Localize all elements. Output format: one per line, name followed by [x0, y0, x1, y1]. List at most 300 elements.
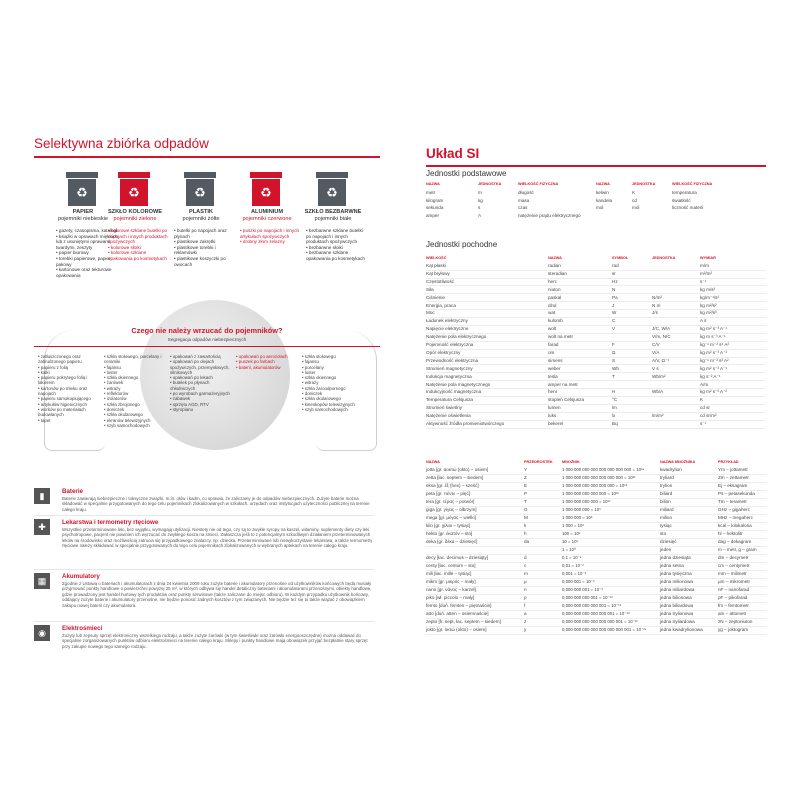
prefix-cell: fm – femtometr	[718, 603, 749, 608]
prefix-cell: trylion	[660, 483, 673, 488]
basic-unit-cell: metr	[426, 190, 436, 195]
info-title: Lekarstwa i termometry rtęciowe	[62, 519, 159, 526]
derived-cell: Temperatura Celsjusza	[426, 397, 473, 403]
derived-cell: kg⁻¹ m⁻² s³ A²	[700, 357, 729, 363]
prefix-cell: y	[524, 627, 527, 632]
derived-cell: bekerel	[548, 421, 564, 426]
not-allowed-item: • doniczek	[302, 391, 364, 396]
not-allowed-item: • szkła zbrojonego	[104, 402, 166, 407]
bin-item: • kartonowe oraz tekturowe opakowania	[56, 267, 118, 278]
derived-cell: Wb/A	[652, 389, 664, 395]
bin-item: • plastikowe torebki i reklamówki	[174, 245, 236, 256]
derived-cell: kulomb	[548, 318, 563, 324]
bin-item: • bezbarwne szklane butelki po napojach i innych produktach spożywczych	[306, 228, 368, 245]
derived-cell: kg m² s⁻² A⁻¹	[700, 365, 728, 371]
prefix-cell: 0,000 000 000 000 000 000 001 = 10⁻²¹	[562, 619, 638, 624]
derived-cell: Częstotliwość	[426, 278, 455, 284]
prefix-cell: d	[524, 555, 527, 560]
prefix-cell: jedna biliardowa	[660, 603, 694, 608]
derived-cell: Kąt bryłowy	[426, 270, 450, 276]
prefix-header: NAZWA MNOŻNIKA	[660, 460, 696, 464]
derived-cell: wolt	[548, 326, 557, 332]
not-allowed-list	[302, 354, 364, 412]
right-page-title: Układ SI	[426, 146, 480, 161]
prefix-header: MNOŻNIK	[562, 460, 580, 464]
not-allowed-item: • worków po materiałach budowlanych	[38, 407, 100, 418]
prefix-cell: jotta [gr. αοκτώ (okto) – osiem]	[426, 467, 489, 472]
bin-item-list	[306, 228, 368, 262]
prefix-cell: bilion	[660, 499, 671, 504]
prefix-cell: nF – nanofarad	[718, 587, 750, 592]
basic-unit-cell: światłość	[672, 197, 691, 203]
derived-cell: C	[612, 318, 616, 324]
prefix-cell: GHz – gigaherc	[718, 507, 750, 512]
prefix-cell: h	[524, 531, 527, 536]
derived-cell: °C	[612, 397, 618, 403]
derived-cell: sr	[612, 270, 616, 276]
prefix-header: PRZYKŁAD	[718, 460, 739, 464]
not-allowed-item: • zatłuszczonego oraz zabrudzonego papieru	[38, 354, 100, 365]
prefix-cell: 0,000 000 000 000 000 000 000 001 = 10⁻²⁴	[562, 627, 647, 632]
not-allowed-item: • szyb samochodowych	[104, 423, 166, 428]
basic-units-title: Jednostki podstawowe	[426, 169, 507, 178]
info-title: Akumulatory	[62, 573, 100, 580]
prefix-cell: kilo [gr. χίλιοι – tysiąc]	[426, 523, 471, 528]
prefix-cell: Ej – eksagram	[718, 483, 748, 488]
basic-unit-cell: kilogram	[426, 197, 444, 203]
not-allowed-item: • tapet	[38, 418, 100, 423]
derived-cell: radian	[548, 263, 561, 268]
prefix-cell: zepto [fr. sept, łac. septem – siedem]	[426, 619, 501, 624]
basic-unit-cell: amper	[426, 212, 440, 218]
derived-cell: S	[612, 357, 616, 363]
prefix-cell: kcal – kilokaloria	[718, 523, 752, 528]
basic-unit-cell: s	[478, 205, 481, 211]
derived-cell: simens	[548, 357, 563, 363]
basic-header: NAZWA	[596, 182, 610, 186]
not-allowed-item: • fajansu	[104, 365, 166, 370]
basic-unit-cell: kelwin	[596, 190, 609, 195]
accumulator-icon: ▦	[34, 573, 50, 589]
not-allowed-item: • doniczek	[104, 407, 166, 412]
prefix-cell: zetta [łac. septem – siedem]	[426, 475, 484, 480]
derived-cell: Przewodność elektryczna	[426, 357, 479, 363]
derived-cell: Pojemność elektryczna	[426, 342, 474, 347]
prefix-cell: dziesięć	[660, 539, 677, 544]
prefix-cell: jedna dziesiąta	[660, 555, 691, 560]
divider	[34, 621, 374, 622]
derived-cell: Ładunek elektryczny	[426, 318, 468, 324]
basic-header: JEDNOSTKA	[478, 182, 502, 186]
prefix-cell: z	[524, 619, 527, 624]
prefix-cell: jokto [gr. ὀκτώ (okto) – osiem]	[426, 627, 487, 632]
recycling-bin-icon	[180, 172, 220, 206]
not-allowed-item: • szkła okiennego	[104, 375, 166, 380]
derived-cell: Kąt płaski	[426, 263, 446, 268]
prefix-cell: M	[524, 515, 528, 520]
derived-cell: lumen	[548, 405, 561, 411]
prefix-cell: nano [gr. νάνος – karzeł]	[426, 587, 476, 592]
not-allowed-item: • sprzętu AGD, RTV	[170, 402, 232, 407]
derived-cell: kg m/s²	[700, 286, 716, 292]
derived-cell: lm/m²	[652, 413, 664, 419]
derived-cell: rad	[612, 263, 619, 268]
prefix-cell: Ym – jottametr	[718, 467, 748, 472]
derived-cell: N	[612, 286, 616, 292]
derived-cell: Wb	[612, 365, 619, 371]
not-allowed-item: • szkła okularowego	[302, 396, 364, 401]
derived-cell: Ciśnienie	[426, 294, 445, 300]
bin-item: • książki w oprawach miękkich lub z usuniętymi oprawami twardymi, zeszyty	[56, 234, 118, 251]
derived-cell: Wb/m²	[652, 373, 666, 379]
basic-unit-cell: A	[478, 212, 482, 218]
prefix-cell: 1 000 000 000 = 10⁹	[562, 507, 601, 512]
derived-cell: Ω	[612, 349, 616, 355]
prefix-cell: 1 000 000 = 10⁶	[562, 515, 593, 520]
derived-cell: Energia, praca	[426, 302, 456, 308]
prefix-cell: 1 000 = 10³	[562, 523, 584, 528]
prefix-cell: cm – centymetr	[718, 563, 750, 568]
derived-cell: wat	[548, 310, 556, 316]
not-allowed-item: • opakowań po aerozolach	[236, 354, 298, 359]
derived-cell: Pa	[612, 294, 618, 300]
not-allowed-item: • ekranów telewizyjnych	[104, 418, 166, 423]
prefix-header: PRZEDROSTEK	[524, 460, 553, 464]
prefix-cell: hl – hektolitr	[718, 531, 743, 536]
derived-cell: cd sr	[700, 405, 710, 411]
bin-item-list	[108, 228, 170, 262]
basic-header: WIELKOŚĆ FIZYCZNA	[672, 182, 713, 186]
not-allowed-item: • żarówek	[104, 380, 166, 385]
prefix-cell: pF – pikofarad	[718, 595, 748, 600]
prefix-cell: 0,000 000 000 001 = 10⁻¹²	[562, 595, 613, 600]
derived-cell: kg m² s⁻³ A⁻²	[700, 349, 728, 355]
basic-unit-cell: cd	[632, 197, 637, 203]
basic-unit-cell: temperatura	[672, 190, 697, 195]
derived-cell: s⁻¹	[700, 421, 707, 426]
derived-cell: m²/m²	[700, 270, 712, 276]
not-allowed-item: • luster	[302, 370, 364, 375]
recycle-icon: ♻	[186, 179, 214, 206]
prefix-cell: biliard	[660, 491, 673, 496]
basic-unit-cell: długość	[518, 190, 534, 195]
derived-cell: Natężenie pola magnetycznego	[426, 381, 491, 387]
not-allowed-item: • kalki	[38, 370, 100, 375]
derived-cell: T	[612, 373, 615, 379]
not-allowed-item: • papieru pokrytego folią i lakierem	[38, 375, 100, 386]
row-divider	[426, 270, 766, 271]
not-allowed-item: • szkła żaroodpornego	[302, 386, 364, 391]
derived-cell: weber	[548, 365, 561, 371]
prefix-cell: 0,000 000 000 000 000 001 = 10⁻¹⁸	[562, 611, 630, 616]
derived-cell: Indukcyjność magnetyczna	[426, 389, 482, 395]
recycle-icon: ♻	[252, 179, 280, 206]
medicine-icon: ✚	[34, 519, 50, 535]
not-allowed-list	[236, 354, 298, 370]
derived-units-title: Jednostki pochodne	[426, 240, 498, 249]
derived-cell: V s	[652, 365, 659, 371]
bin-lid	[250, 172, 282, 178]
row-divider	[426, 634, 766, 635]
prefix-cell: kwadrylion	[660, 467, 682, 472]
prefix-cell: 1 = 10⁰	[562, 547, 576, 552]
derived-header: WYMIAR	[700, 256, 716, 260]
derived-cell: wolt na metr	[548, 334, 574, 340]
prefix-cell: dag – dekagram	[718, 539, 752, 544]
prefix-cell: c	[524, 563, 527, 568]
info-title: Baterie	[62, 488, 83, 495]
not-allowed-item: • papieru samokopiującego	[38, 396, 100, 401]
prefix-cell: deka [gr. δέκα – dziesięć]	[426, 539, 478, 544]
prefix-cell: m – metr, g – gram	[718, 547, 757, 552]
not-allowed-item: • szkła okiennego	[302, 375, 364, 380]
prefix-cell: milion	[660, 515, 672, 520]
derived-cell: Siła	[426, 286, 434, 292]
derived-cell: Opór elektryczny	[426, 349, 461, 355]
not-allowed-item: • witraży	[302, 380, 364, 385]
not-allowed-list	[38, 354, 100, 423]
bin-lid	[184, 172, 216, 178]
recycle-icon: ♻	[318, 179, 346, 206]
bin-item: • kolorowe szklane opakowania po kosmetykach	[108, 250, 170, 261]
derived-cell: m/m	[700, 263, 709, 268]
derived-cell: om	[548, 349, 555, 355]
prefix-cell: Tm – terametr	[718, 499, 747, 504]
prefix-cell: piko [wł. piccolo – mały]	[426, 595, 475, 600]
divider	[34, 515, 374, 516]
derived-cell: N m	[652, 302, 661, 308]
basic-unit-cell: K	[632, 190, 636, 195]
prefix-cell: jedna trylionowa	[660, 611, 694, 616]
prefix-cell: 1 000 000 000 000 000 000 000 000 = 10²⁴	[562, 467, 645, 472]
row-divider	[426, 546, 766, 547]
bin-item: • plastikowe zakrętki	[174, 239, 236, 245]
recycling-bin-icon	[246, 172, 286, 206]
derived-cell: J	[612, 302, 615, 308]
bin-name: SZKŁO KOLOROWE	[107, 209, 163, 215]
prefix-header: NAZWA	[426, 460, 440, 464]
bin-name: PAPIER	[72, 209, 94, 215]
not-allowed-item: • luster	[104, 370, 166, 375]
prefix-cell: tryliard	[660, 475, 674, 480]
not-allowed-item: • styropianu	[170, 407, 232, 412]
prefix-cell: f	[524, 603, 526, 608]
prefix-cell: µ	[524, 579, 527, 584]
row-divider	[426, 428, 766, 429]
row-divider	[426, 530, 766, 531]
prefix-cell: µm – mikrometr	[718, 579, 750, 584]
derived-header: SYMBOL	[612, 256, 629, 260]
derived-cell: amper na metr	[548, 381, 578, 387]
bin-item: • papier biurowy	[56, 250, 118, 256]
not-allowed-item: • szyb samochodowych	[302, 407, 364, 412]
prefix-cell: 1 000 000 000 000 = 10¹²	[562, 499, 611, 504]
not-allowed-item: • szkła stołowego	[302, 354, 364, 359]
prefix-cell: G	[524, 507, 528, 512]
info-text: Wszystkie przeterminowane leki, bez wyjątku, wymagają utylizacji. Niestety nie od tego, czy są to zwykłe syropy na kaszel, witaminy, suplementy diety czy leki psychotropowe, pacjent nie powinien ich wyrzucać do zwykłego kosza na śmieci. Zwłaszcza jeśli to z potencjalnym szkodliwym działaniem przeterminowanych leków na środowisko oraz możliwością zatrucia się przypadkowego znalazcy, np. dziecka. Przeterminowane lub niewykorzystane lekarstwa, a także termometry rtęciowe należy składować w specjalnie przygotowanych do tego celu pojemnikach zlokalizowanych w wybranych aptekach na terenie całego kraju.	[62, 527, 373, 549]
prefix-cell: centy [łac. centum – sto]	[426, 563, 476, 568]
info-text: Zgodnie z Ustawą o bateriach i akumulatorach z dnia 24 kwietnia 2009 roku zużyte baterie i akumulatory przenośne od użytkowników końcowych będą musiały przyjmować punkty handlowe o powierzchni powyżej 25 m², w których odbywa się handel detaliczny bateriami i akumulatorami przenośnymi, obiekty handlowe, gdzie prowadzony jest handel hurtowy tych produktów oraz punkty serwisowe (także zaliczane do miejsc odbioru). W każdym przypadku użytkownik końcowy, oddający zużyte baterie i akumulatory przenośne, nie będzie ponosić żadnych kosztów z tym związanych. Nie będzie też się to także wiązać z obowiązkiem zakupu nowej baterii czy akumulatora.	[62, 581, 372, 608]
divider	[34, 569, 374, 570]
prefix-cell: 0,1 = 10⁻¹	[562, 555, 582, 560]
basic-unit-cell: mol	[632, 205, 640, 211]
not-allowed-item: • po wyrobach garmażeryjnych	[170, 391, 232, 396]
bin-label	[170, 209, 232, 223]
prefix-cell: jedna tryliardowa	[660, 619, 695, 624]
derived-cell: kg m² s⁻³ A⁻¹	[700, 326, 728, 332]
derived-cell: Moc	[426, 310, 435, 316]
prefix-cell: 1 000 000 000 000 000 000 000 = 10²¹	[562, 475, 636, 480]
not-allowed-item: • witraży	[104, 386, 166, 391]
prefix-cell: 10 = 10¹	[562, 539, 578, 544]
prefix-cell: 0,000 000 000 000 001 = 10⁻¹⁵	[562, 603, 622, 608]
row-divider	[426, 317, 766, 318]
info-text: Baterie zawierają niebezpieczne i toksyczne związki, m.in. ołów i kadm, co sprawia, że zaliczamy je do odpadów niebezpiecznych. Zużyte baterie można składować w specjalnie przygotowanych do tego celu pojemnikach zlokalizowanych w szkołach, urzędach oraz instytucjach użyteczności publicznej na terenie całego kraju.	[62, 496, 370, 512]
derived-cell: Napięcie elektryczne	[426, 326, 469, 332]
prefix-cell: 100 = 10²	[562, 531, 581, 536]
derived-cell: paskal	[548, 294, 562, 300]
prefix-cell: m	[524, 571, 528, 576]
prefix-cell: femto [duń. femten – piętnaście]	[426, 603, 492, 608]
derived-cell: cd sr/m²	[700, 413, 717, 419]
derived-cell: Strumień świetlny	[426, 405, 462, 411]
derived-cell: A/V, Ω⁻¹	[652, 357, 669, 363]
recycle-icon: ♻	[120, 179, 148, 206]
not-allowed-item: • artykułów higienicznych	[38, 402, 100, 407]
not-allowed-item: • kartonów po mleku oraz napojach	[38, 386, 100, 397]
prefix-cell: jedna bilionowa	[660, 595, 692, 600]
prefix-cell: P	[524, 491, 528, 496]
bin-item-list	[174, 228, 236, 267]
prefix-cell: tysiąc	[660, 523, 672, 528]
prefix-cell: jeden	[660, 547, 672, 552]
row-divider	[426, 514, 766, 515]
basic-unit-cell: kg	[478, 197, 483, 203]
prefix-cell: jedna milionowa	[660, 579, 693, 584]
basic-unit-cell: czas	[518, 205, 528, 211]
prefix-cell: T	[524, 499, 527, 504]
prefix-cell: hekto [gr. ἑκατόν – sto]	[426, 531, 473, 536]
bin-lid	[316, 172, 348, 178]
derived-cell: kg⁻¹ m⁻² s⁴ A²	[700, 342, 730, 347]
prefix-cell: am – attometr	[718, 611, 747, 616]
bin-container-color: pojemniki niebieskie	[57, 216, 109, 222]
row-divider	[426, 404, 766, 405]
prefix-cell: mm – milimetr	[718, 571, 747, 576]
derived-cell: stopień Celsjusza	[548, 397, 585, 403]
derived-cell: W	[612, 310, 617, 316]
derived-cell: Hz	[612, 278, 618, 284]
prefix-cell: n	[524, 587, 527, 592]
not-allowed-item: • szkła stołowego, porcelany i ceramiki	[104, 354, 166, 365]
basic-unit-cell: liczność materii	[672, 205, 704, 211]
bin-item: • puszki po napojach i innych artykułach spożywczych	[240, 228, 302, 239]
prefix-cell: zN – zeptoniuton	[718, 619, 753, 624]
not-allowed-item: • izolatorów	[104, 396, 166, 401]
derived-cell: Bq	[612, 421, 618, 426]
bin-label	[302, 209, 364, 223]
prefix-cell: giga [gr. γίγας – olbrzym]	[426, 507, 477, 512]
basic-unit-cell: kandela	[596, 197, 613, 203]
not-allowed-item: • zabawek	[170, 396, 232, 401]
prefix-cell: dm – decymetr	[718, 555, 749, 560]
bin-name: PLASTIK	[189, 209, 213, 215]
derived-cell: lm	[612, 405, 617, 411]
right-title-underline	[426, 165, 766, 167]
derived-cell: kg s⁻² A⁻¹	[700, 373, 721, 379]
derived-cell: steradian	[548, 270, 567, 276]
bin-lid	[118, 172, 150, 178]
basic-unit-cell: natężenie prądu elektrycznego	[518, 212, 581, 218]
bin-lid	[66, 172, 98, 178]
prefix-cell: Ps – petasekunda	[718, 491, 755, 496]
basic-unit-cell: sekunda	[426, 205, 444, 211]
question-underline	[34, 346, 380, 347]
prefix-cell: mikro [gr. μικρός – mały]	[426, 579, 476, 584]
bin-name: SZKŁO BEZBARWNE	[304, 209, 362, 215]
derived-cell: J/s	[652, 310, 658, 316]
bin-name: ALUMINIUM	[250, 209, 283, 215]
basic-header: WIELKOŚĆ FIZYCZNA	[518, 182, 559, 186]
derived-cell: Natężenie pola elektrycznego	[426, 334, 487, 340]
derived-cell: Aktywność źródła promieniotwórczego	[426, 421, 505, 426]
prefix-cell: jedna setna	[660, 563, 684, 568]
derived-cell: farad	[548, 342, 559, 347]
basic-unit-cell: masa	[518, 197, 530, 203]
prefix-cell: 0,000 000 001 = 10⁻⁹	[562, 587, 604, 592]
prefix-cell: 0,001 = 10⁻³	[562, 571, 587, 576]
derived-cell: Natężenie oświetlenia	[426, 413, 471, 419]
question-subtitle: Segregacja odpadów niebezpiecznych	[167, 337, 247, 342]
not-allowed-item: • opakowań po lekach	[170, 375, 232, 380]
derived-cell: N/m²	[652, 294, 662, 300]
derived-cell: kg m²/s³	[700, 310, 717, 316]
derived-cell: J/C, W/A	[652, 326, 671, 332]
bin-container-color: pojemniki czerwone	[242, 216, 292, 222]
not-allowed-list	[170, 354, 232, 412]
prefix-cell: a	[524, 611, 527, 616]
derived-cell: C/V	[652, 342, 660, 347]
prefix-cell: tera [gr. τέρας – potwór]	[426, 499, 475, 504]
derived-cell: lx	[612, 413, 616, 419]
derived-cell: H	[612, 389, 616, 395]
derived-cell: kg m²/s²	[700, 302, 717, 308]
prefix-cell: k	[524, 523, 527, 528]
row-divider	[426, 562, 766, 563]
recycle-icon: ♻	[68, 179, 96, 206]
row-divider	[426, 570, 766, 571]
row-divider	[426, 396, 766, 397]
recycling-bin-icon	[62, 172, 102, 206]
not-allowed-item: • opakowań po olejach spożywczych, przemysłowych, silnikowych	[170, 359, 232, 375]
derived-cell: dżul	[548, 302, 557, 308]
derived-cell: V	[612, 326, 616, 332]
derived-cell: herc	[548, 278, 557, 284]
basic-unit-cell: m	[478, 190, 482, 195]
electronics-icon: ◉	[34, 625, 50, 641]
derived-cell: kg/m⁻¹/s²	[700, 294, 720, 300]
prefix-cell: mili [łac. mille – tysiąc]	[426, 571, 472, 576]
info-text: Zużyty lub zepsuty sprzęt elektroniczny wszelkiego rodzaju, a także zużyte żarówki (w tym świetlówki oraz żarówki energooszczędne) można oddawać do specjalnie zorganizowanych punktów odbioru elektrośmieci na terenie całego kraju. Sklepy i punkty handlowe mają obowiązek przyjąć bezpłatnie stary sprzęt przy zakupie nowego tego samego rodzaju.	[62, 633, 368, 649]
bin-item: • plastikowe koszyczki po owocach	[174, 256, 236, 267]
prefix-cell: jedna miliardowa	[660, 587, 695, 592]
basic-header: JEDNOSTKA	[632, 182, 656, 186]
derived-cell: s⁻¹	[700, 278, 707, 284]
derived-header: JEDNOSTKA	[652, 256, 676, 260]
prefix-cell: da	[524, 539, 530, 544]
derived-cell: F	[612, 342, 615, 347]
derived-cell: kg m s⁻³ A⁻¹	[700, 334, 726, 340]
